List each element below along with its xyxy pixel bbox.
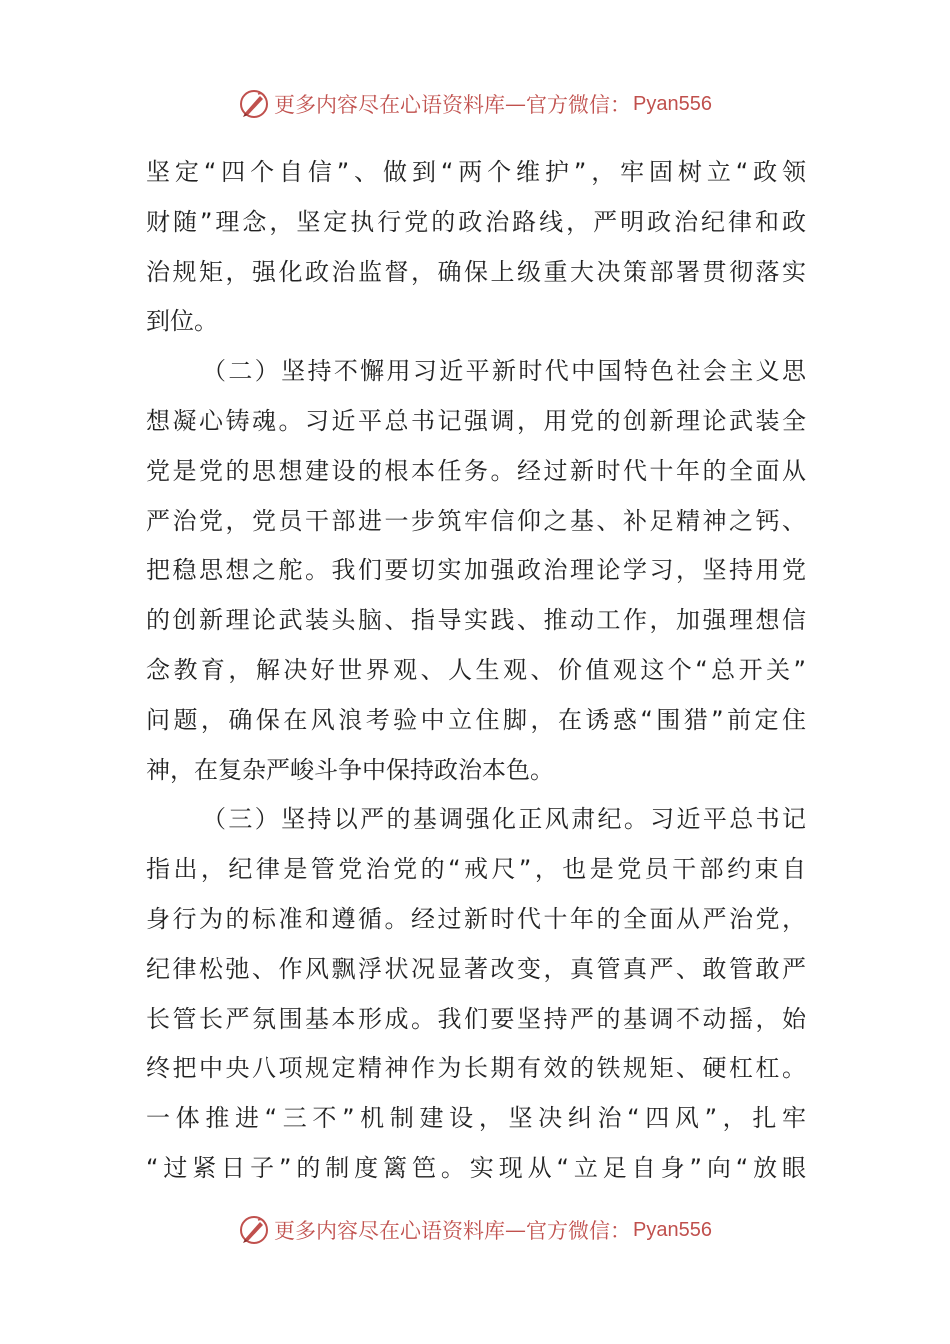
watermark-wechat-label: 官方微信： bbox=[526, 93, 632, 117]
pen-logo-icon bbox=[238, 88, 270, 120]
section-heading-line: （三）坚持以严的基调强化正风肃纪。习近平总书记 bbox=[202, 805, 806, 834]
text-line: 的创新理论武装头脑、指导实践、推动工作，加强理想信 bbox=[146, 606, 806, 635]
watermark-wechat-label: 官方微信： bbox=[526, 1219, 632, 1243]
watermark-separator: — bbox=[505, 92, 527, 116]
text-line: 问题，确保在风浪考验中立住脚，在诱惑“围猎”前定住 bbox=[146, 705, 806, 734]
section-heading-line: （二）坚持不懈用习近平新时代中国特色社会主义思 bbox=[202, 357, 806, 386]
text-line: 终把中央八项规定精神作为长期有效的铁规矩、硬杠杠。 bbox=[146, 1054, 806, 1083]
text-line: 一体推进“三不”机制建设，坚决纠治“四风”，扎牢 bbox=[146, 1104, 806, 1133]
text-line: 到位。 bbox=[146, 307, 218, 336]
watermark-wechat-id: Pyan556 bbox=[633, 92, 712, 115]
watermark-brand-text: 更多内容尽在心语资料库 bbox=[274, 1219, 506, 1243]
text-line: 坚定“四个自信”、做到“两个维护”，牢固树立“政领 bbox=[146, 158, 806, 186]
watermark-wechat-id: Pyan556 bbox=[633, 1218, 712, 1241]
text-line: 纪律松弛、作风飘浮状况显著改变，真管真严、敢管敢严 bbox=[146, 954, 806, 983]
text-line: 想凝心铸魂。习近平总书记强调，用党的创新理论武装全 bbox=[146, 406, 806, 435]
text-line: 把稳思想之舵。我们要切实加强政治理论学习，坚持用党 bbox=[146, 556, 806, 585]
footer-watermark-banner bbox=[0, 1210, 950, 1250]
pen-logo-icon bbox=[238, 1214, 270, 1246]
text-line: 指出，纪律是管党治党的“戒尺”，也是党员干部约束自 bbox=[146, 855, 806, 884]
watermark-separator: — bbox=[505, 1218, 527, 1242]
text-line: 严治党，党员干部进一步筑牢信仰之基、补足精神之钙、 bbox=[146, 506, 806, 535]
text-line: 长管长严氛围基本形成。我们要坚持严的基调不动摇，始 bbox=[146, 1004, 806, 1033]
text-line: 财随”理念，坚定执行党的政治路线，严明政治纪律和政 bbox=[146, 207, 806, 236]
text-line: 党是党的思想建设的根本任务。经过新时代十年的全面从 bbox=[146, 456, 806, 485]
text-line: 神，在复杂严峻斗争中保持政治本色。 bbox=[146, 755, 554, 784]
header-watermark-banner bbox=[0, 84, 950, 124]
text-line: 念教育，解决好世界观、人生观、价值观这个“总开关” bbox=[146, 655, 806, 684]
document-body bbox=[146, 148, 806, 1194]
watermark-brand-text: 更多内容尽在心语资料库 bbox=[274, 93, 506, 117]
text-line: 身行为的标准和遵循。经过新时代十年的全面从严治党， bbox=[146, 904, 806, 933]
text-line: 治规矩，强化政治监督，确保上级重大决策部署贯彻落实 bbox=[146, 257, 806, 286]
text-line: “过紧日子”的制度篱笆。实现从“立足自身”向“放眼 bbox=[146, 1153, 806, 1182]
